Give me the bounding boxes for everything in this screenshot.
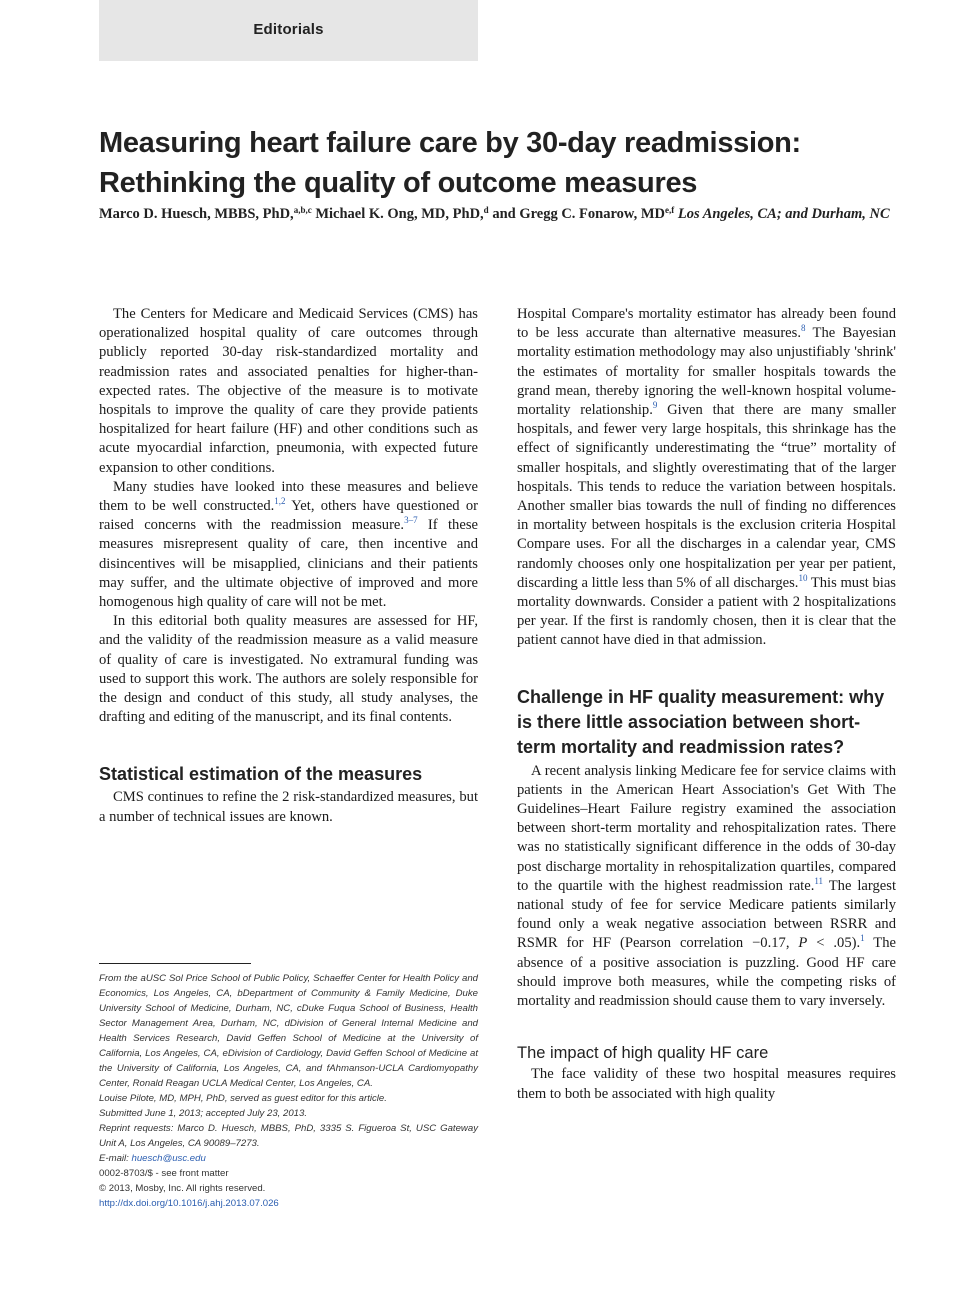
author-location: Los Angeles, CA; and Durham, NC	[677, 206, 890, 222]
section-header	[99, 0, 478, 61]
footnote-issn: 0002-8703/$ - see front matter	[99, 1168, 229, 1179]
author-name: and Gregg C. Fonarow, MD	[492, 206, 665, 222]
title-line-2: Rethinking the quality of outcome measures	[99, 167, 698, 199]
right-column	[517, 305, 896, 1104]
author-affiliation: e,f	[664, 205, 675, 215]
author-affiliation: a,b,c	[293, 205, 312, 215]
doi-link[interactable]: http://dx.doi.org/10.1016/j.ahj.2013.07.026	[99, 1198, 279, 1209]
citation-link[interactable]: 1	[860, 933, 865, 944]
subsection-heading: The impact of high quality HF care	[517, 1044, 769, 1063]
section-label: Editorials	[253, 21, 324, 38]
citation-link[interactable]: 8	[801, 323, 806, 334]
citation-link[interactable]: 9	[652, 400, 658, 411]
footnote-reprints: Reprint requests: Marco D. Huesch, MBBS, PhD, 3335 S. Figueroa St, USC Gateway Unit A, Los Angeles, CA 90089–7273.	[99, 1123, 478, 1149]
author-name: Michael K. Ong, MD, PhD,	[315, 206, 484, 222]
footnote-divider	[99, 963, 251, 964]
email-link[interactable]: huesch@usc.edu	[131, 1153, 206, 1164]
title-line-1: Measuring heart failure care by 30-day readmission:	[99, 127, 801, 159]
author-affiliation: d	[483, 205, 489, 215]
article-title	[99, 123, 899, 203]
section-heading: Statistical estimation of the measures	[99, 764, 423, 785]
body-paragraph: The Centers for Medicare and Medicaid Services (CMS) has operationalized hospital quality of care outcomes through publicly reported 30-day risk-standardized mortality and readmission rates and associated penalties for higher-than-expected rates. The objective of the measure is to motivate hospitals to improve the quality of care they provide patients hospitalized for heart failure (HF) and other conditions such as acute myocardial infarction, pneumonia, with expected future expansion to other conditions.	[99, 306, 478, 476]
footnote-affiliations: From the aUSC Sol Price School of Public Policy, Schaeffer Center for Health Policy and Economics, Los Angeles, CA, bDepartment of Community & Family Medicine, Duke University School of Medicine, Durham, NC, cDuke Fuqua School of Business, Health Sector Management Area, Durham, NC, dDivision of General Internal Medicine and Health Services Research, David Geffen School of Medicine at the University of California, Los Angeles, CA, eDivision of Cardiology, David Geffen School of Medicine at the University of California, Los Angeles, CA, and fAhmanson-UCLA Cardiomyopathy Center, Ronald Reagan UCLA Medical Center, Los Angeles, CA.	[99, 973, 478, 1089]
citation-link[interactable]: 10	[798, 572, 808, 583]
left-column	[99, 305, 478, 827]
citation-link[interactable]: 1,2	[274, 496, 286, 507]
body-paragraph: Many studies have looked into these measures and believe them to be well constructed.$^{1,2}$ Yet, others have questioned or raised concerns with the readmission measure.$^{3-7}$ If these measures misrepresent quality of care, then incentive and disincentives will be misapplied, clinicians and their patients may suffer, and the ultimate objective of improved and more homogenous high quality of care will not be met.	[99, 478, 478, 611]
body-paragraph: The face validity of these two hospital measures requires them to both be associated with high quality	[517, 1066, 896, 1102]
body-paragraph: In this editorial both quality measures are assessed for HF, and the validity of the readmission measure as a valid measure of quality of care is investigated. No extramural funding was used to support this work. The authors are solely responsible for the design and conduct of this study, all study analyses, the drafting and editing of the manuscript, and its final contents.	[99, 613, 478, 726]
footnotes	[99, 971, 478, 1211]
author-list	[99, 204, 899, 225]
footnote-copyright: © 2013, Mosby, Inc. All rights reserved.	[99, 1183, 266, 1194]
body-paragraph: Hospital Compare's mortality estimator has already been found to be less accurate than alternative measures.$^8$ The Bayesian mortality estimation methodology may also unjustifiably 'shrink' the estimates of mortality for smaller hospitals towards the grand mean, thereby ignoring the well-known hospital volume-mortality relationship.$^9$ Given that there are many smaller hospitals, and fewer very large hospitals, this shrinkage has the effect of significantly underestimating the “true” mortality of smaller hospitals, and slightly overestimating that of the larger hospitals. This tends to reduce the variation between hospitals. Another smaller bias towards the null of finding no differences in mortality between hospitals is the exclusion criteria Hospital Compare uses. For all the discharges in a calendar year, CMS randomly chooses only one hospitalization per year per patient, discarding a little less than 5% of all discharges.$^{10}$ This must bias mortality downwards. Consider a patient with 2 hospitalizations per year. If the first is randomly chosen, then it is clear that the patient cannot have died in that admission.	[517, 306, 896, 649]
body-paragraph: CMS continues to refine the 2 risk-standardized measures, but a number of technical issues are known.	[99, 789, 478, 825]
citation-link[interactable]: 3–7	[404, 515, 418, 526]
author-name: Marco D. Huesch, MBBS, PhD,	[99, 206, 294, 222]
body-paragraph: A recent analysis linking Medicare fee for service claims with patients in the American Heart Association's Get With The Guidelines–Heart Failure registry examined the association between short-term mortality and rehospitalization rates. There was no statistically significant difference in the odds of 30-day post discharge mortality in rehospitalization quartiles, compared to the quartile with the highest readmission rate.$^{11}$ The largest national study of fee for service Medicare patients similarly found only a weak negative association between RSRR and RSMR for HF (Pearson correlation −0.17, P < .05).$^1$ The absence of a positive association is puzzling. Good HF care should improve both measures, while the competing risks of mortality and readmission should cause them to vary inversely.	[517, 762, 897, 1010]
footnote-guest-editor: Louise Pilote, MD, MPH, PhD, served as guest editor for this article.	[99, 1093, 387, 1104]
footnote-submitted: Submitted June 1, 2013; accepted July 23, 2013.	[99, 1108, 308, 1119]
footnote-email: E-mail: huesch@usc.edu	[99, 1153, 206, 1164]
section-heading: Challenge in HF quality measurement: why is there little association between short-term mortality and readmission rates?	[517, 686, 885, 757]
citation-link[interactable]: 11	[814, 875, 824, 886]
